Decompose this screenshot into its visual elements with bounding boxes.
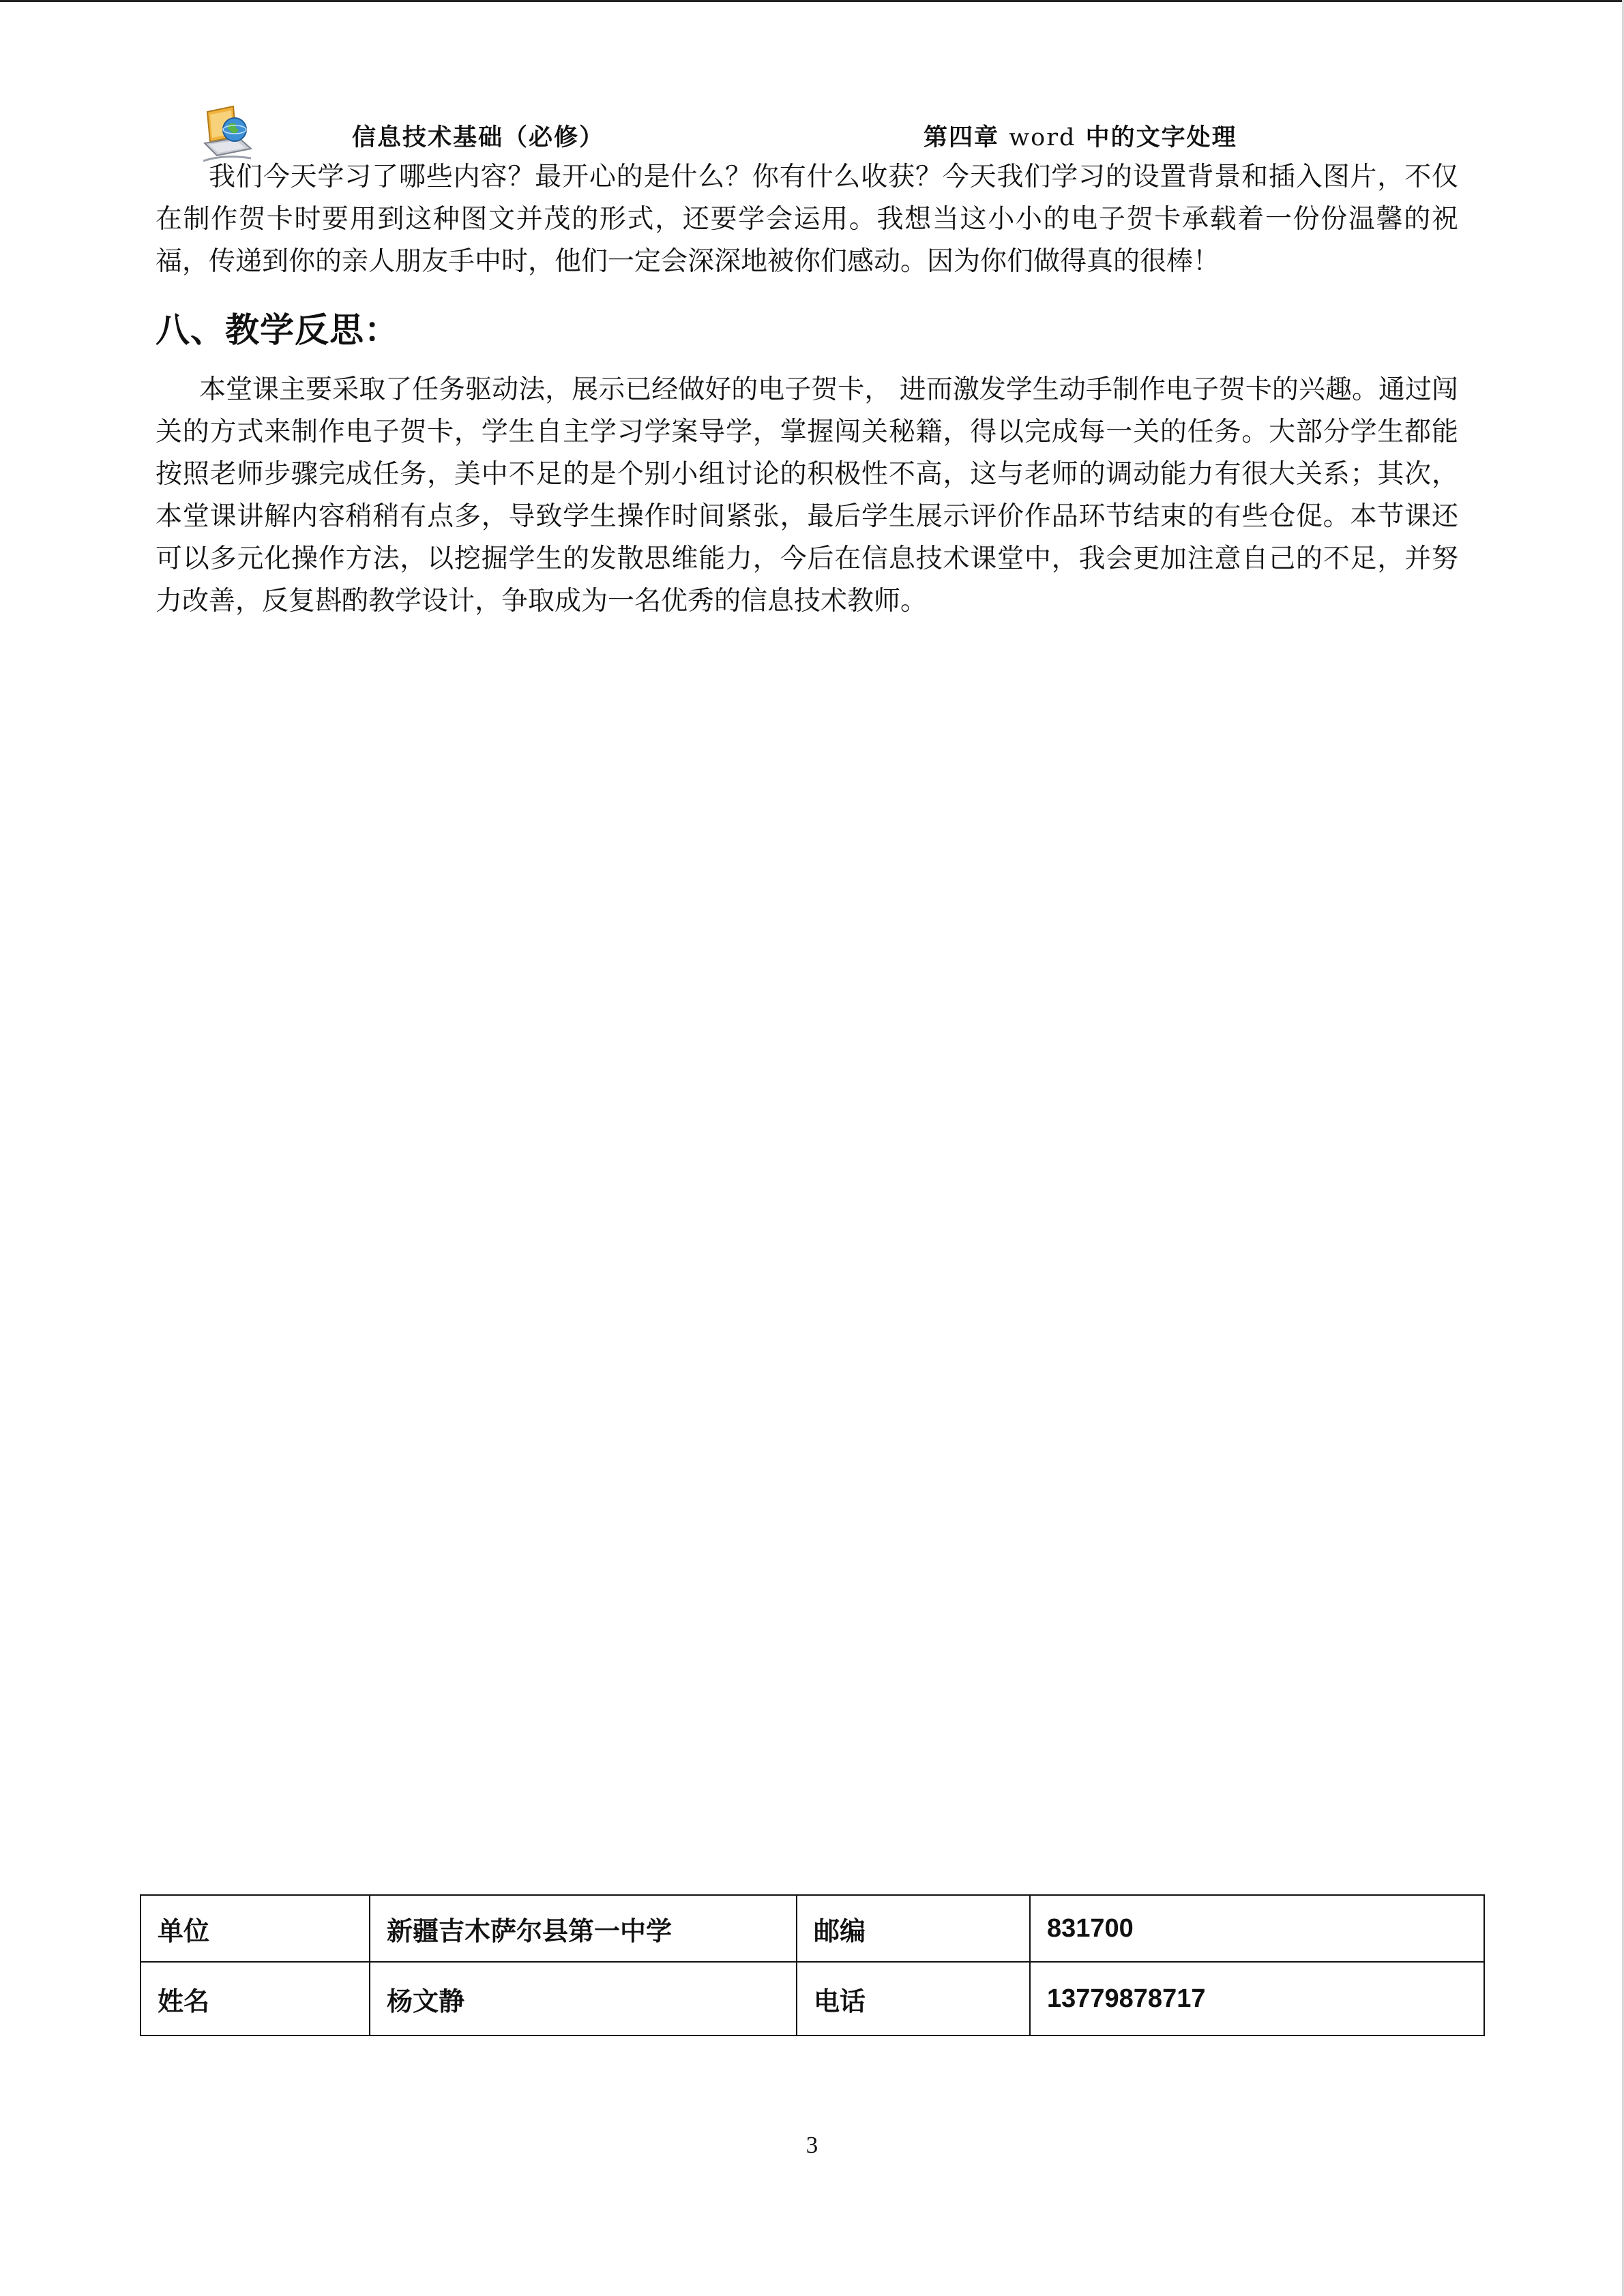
intro-paragraph: 我们今天学习了哪些内容？最开心的是什么？你有什么收获？今天我们学习的设置背景和插入图片，不仅在制作贺卡时要用到这种图文并茂的形式，还要学会运用。我想当这小小的电子贺卡承载着一份份温馨的祝福，传递到你的亲人朋友手中时，他们一定会深深地被你们感动。因为你们做得真的很棒！ bbox=[156, 162, 1458, 277]
name-value: 杨文静 bbox=[370, 1962, 797, 2036]
phone-value: 13779878717 bbox=[1030, 1962, 1484, 2036]
page-number: 3 bbox=[806, 2132, 818, 2158]
unit-label: 单位 bbox=[141, 1895, 370, 1962]
section-title: 八、教学反思： bbox=[156, 310, 399, 350]
postcode-label: 邮编 bbox=[797, 1895, 1030, 1962]
chapter-title bbox=[924, 119, 1237, 153]
chapter-suffix: 中的文字处理 bbox=[1085, 124, 1237, 151]
unit-value: 新疆吉木萨尔县第一中学 bbox=[370, 1895, 797, 1962]
page-top-border bbox=[0, 0, 1624, 2]
author-info-table bbox=[140, 1894, 1485, 2036]
course-title: 信息技术基础（必修） bbox=[352, 124, 605, 151]
phone-label: 电话 bbox=[797, 1962, 1030, 2036]
reflection-paragraph: 本堂课主要采取了任务驱动法，展示已经做好的电子贺卡， 进而激发学生动手制作电子贺卡的兴趣。通过闯关的方式来制作电子贺卡，学生自主学习学案导学，掌握闯关秘籍，得以完成每一关的任务。大部分学生都能按照老师步骤完成任务，美中不足的是个别小组讨论的积极性不高，这与老师的调动能力有很大关系；其次，本堂课讲解内容稍稍有点多，导致学生操作时间紧张，最后学生展示评价作品环节结束的有些仓促。本节课还可以多元化操作方法，以挖掘学生的发散思维能力，今后在信息技术课堂中，我会更加注意自己的不足，并努力改善，反复斟酌教学设计，争取成为一名优秀的信息技术教师。 bbox=[156, 374, 1458, 616]
table-row bbox=[141, 1895, 1484, 1962]
chapter-word: word bbox=[1009, 124, 1076, 151]
postcode-value: 831700 bbox=[1030, 1895, 1484, 1962]
chapter-prefix: 第四章 bbox=[924, 124, 1000, 151]
table-row bbox=[141, 1962, 1484, 2036]
name-label: 姓名 bbox=[141, 1962, 370, 2036]
